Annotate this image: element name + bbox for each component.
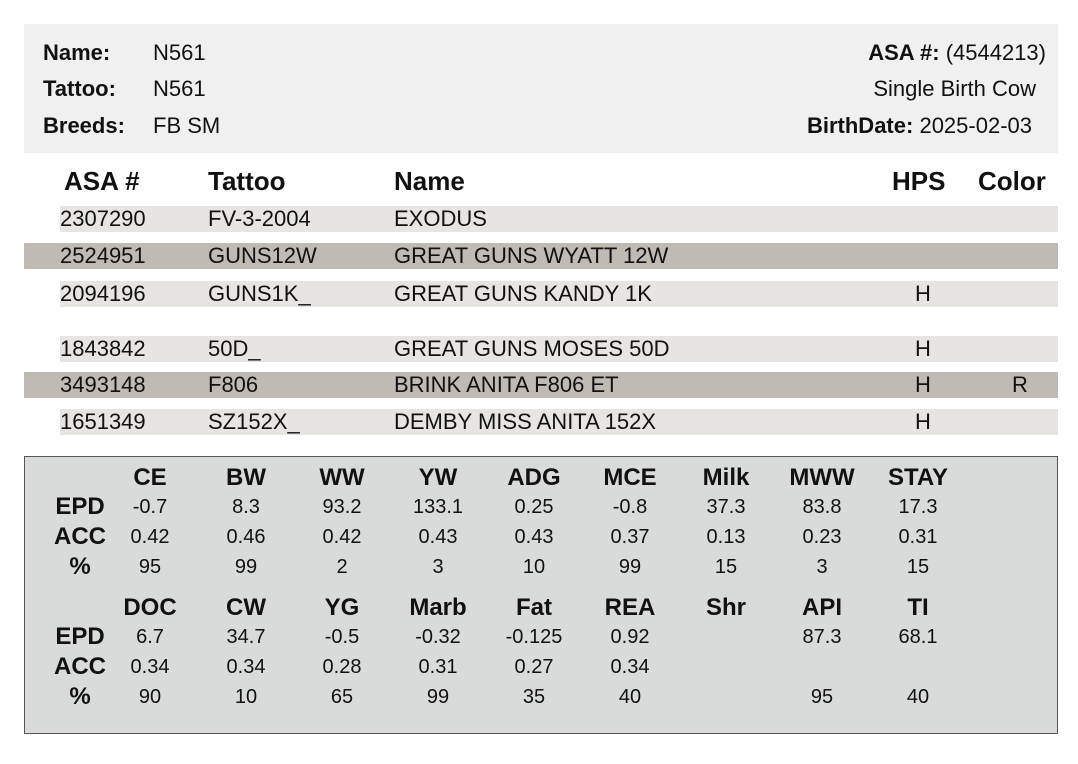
table-row bbox=[60, 336, 1058, 362]
cell-tattoo: F806 bbox=[208, 372, 259, 397]
percentile-value: 35 bbox=[522, 686, 546, 708]
acc-value: 0.27 bbox=[514, 656, 554, 678]
trait-header: API bbox=[801, 594, 842, 621]
trait-header: BW bbox=[226, 464, 266, 491]
epd-value: -0.32 bbox=[415, 626, 461, 648]
percentile-value: 15 bbox=[906, 556, 930, 578]
cell-hps: H bbox=[915, 281, 931, 306]
row-label-acc: ACC bbox=[54, 523, 106, 550]
birthdate-label: BirthDate: bbox=[806, 113, 914, 138]
cell-tattoo: GUNS1K_ bbox=[208, 281, 311, 306]
row-label-epd: EPD bbox=[55, 493, 105, 520]
acc-value: 0.37 bbox=[610, 526, 650, 548]
trait-header: YG bbox=[324, 594, 360, 621]
percentile-value: 40 bbox=[906, 686, 930, 708]
percentile-value: 99 bbox=[618, 556, 642, 578]
cell-asa: 2094196 bbox=[60, 281, 146, 306]
trait-header: Shr bbox=[705, 594, 746, 621]
epd-value: 68.1 bbox=[898, 626, 938, 648]
table-row bbox=[60, 409, 1058, 435]
percentile-value: 3 bbox=[432, 556, 444, 578]
name-row bbox=[43, 40, 206, 66]
col-color: Color bbox=[978, 166, 1046, 196]
tattoo-label: Tattoo: bbox=[43, 76, 116, 101]
breeds-row bbox=[43, 113, 221, 139]
name-label: Name: bbox=[43, 40, 111, 65]
epd-value: 6.7 bbox=[136, 626, 164, 648]
acc-value: 0.31 bbox=[418, 656, 458, 678]
row-label-percentile: % bbox=[69, 553, 91, 580]
cell-hps: H bbox=[915, 409, 931, 434]
trait-header: REA bbox=[604, 594, 656, 621]
birth-type: Single Birth Cow bbox=[873, 76, 1036, 101]
acc-value: 0.34 bbox=[610, 656, 650, 678]
acc-value: 0.34 bbox=[130, 656, 170, 678]
asa-row bbox=[868, 40, 1046, 66]
epd-panel bbox=[24, 456, 1058, 734]
cell-tattoo: SZ152X_ bbox=[208, 409, 300, 434]
cell-asa: 3493148 bbox=[60, 372, 146, 397]
breeds-value: FB SM bbox=[153, 113, 221, 138]
cell-asa: 1843842 bbox=[60, 336, 146, 361]
table-row bbox=[24, 243, 1058, 269]
epd-value: 37.3 bbox=[706, 496, 746, 518]
trait-header: DOC bbox=[123, 594, 177, 621]
acc-value: 0.46 bbox=[226, 526, 266, 548]
cell-tattoo: 50D_ bbox=[208, 336, 261, 361]
epd-value: 8.3 bbox=[232, 496, 260, 518]
birthdate-value: 2025-02-03 bbox=[919, 113, 1032, 138]
asa-value: (4544213) bbox=[945, 40, 1046, 65]
trait-header: MWW bbox=[789, 464, 855, 491]
acc-value: 0.31 bbox=[898, 526, 938, 548]
trait-header: ADG bbox=[507, 464, 561, 491]
percentile-value: 40 bbox=[618, 686, 642, 708]
table-row bbox=[60, 281, 1058, 307]
acc-value: 0.13 bbox=[706, 526, 746, 548]
acc-value: 0.43 bbox=[418, 526, 458, 548]
percentile-value: 3 bbox=[816, 556, 828, 578]
percentile-value: 99 bbox=[426, 686, 450, 708]
cell-hps: H bbox=[915, 336, 931, 361]
table-row bbox=[60, 206, 1058, 232]
cell-asa: 1651349 bbox=[60, 409, 146, 434]
cell-tattoo: GUNS12W bbox=[208, 243, 317, 268]
percentile-value: 99 bbox=[234, 556, 258, 578]
epd-value: 0.25 bbox=[514, 496, 554, 518]
trait-header: WW bbox=[319, 464, 365, 491]
cell-name: GREAT GUNS MOSES 50D bbox=[394, 336, 670, 361]
row-label-epd: EPD bbox=[55, 623, 105, 650]
cell-name: GREAT GUNS KANDY 1K bbox=[394, 281, 652, 306]
name-value: N561 bbox=[153, 40, 206, 65]
cell-name: DEMBY MISS ANITA 152X bbox=[394, 409, 657, 434]
cell-name: BRINK ANITA F806 ET bbox=[394, 372, 619, 397]
acc-value: 0.42 bbox=[130, 526, 170, 548]
percentile-value: 90 bbox=[138, 686, 162, 708]
percentile-value: 10 bbox=[522, 556, 546, 578]
percentile-value: 10 bbox=[234, 686, 258, 708]
breeds-label: Breeds: bbox=[43, 113, 125, 138]
epd-value: 133.1 bbox=[412, 496, 464, 518]
cell-tattoo: FV-3-2004 bbox=[208, 206, 311, 231]
epd-value: -0.7 bbox=[132, 496, 168, 518]
cell-hps: H bbox=[915, 372, 931, 397]
cell-name: EXODUS bbox=[394, 206, 487, 231]
percentile-value: 15 bbox=[714, 556, 738, 578]
trait-header: MCE bbox=[603, 464, 657, 491]
tattoo-row bbox=[43, 76, 206, 102]
animal-header bbox=[24, 24, 1058, 153]
col-asa: ASA # bbox=[64, 166, 140, 196]
trait-header: TI bbox=[907, 594, 929, 621]
trait-header: Fat bbox=[516, 594, 552, 621]
trait-header: Milk bbox=[702, 464, 750, 491]
trait-header: Marb bbox=[409, 594, 467, 621]
epd-value: 34.7 bbox=[226, 626, 266, 648]
col-name: Name bbox=[394, 166, 465, 196]
cell-asa: 2524951 bbox=[60, 243, 146, 268]
acc-value: 0.23 bbox=[802, 526, 842, 548]
percentile-value: 95 bbox=[810, 686, 834, 708]
birthdate-row bbox=[807, 113, 1032, 139]
epd-value: 17.3 bbox=[898, 496, 938, 518]
epd-value: 83.8 bbox=[802, 496, 842, 518]
col-hps: HPS bbox=[892, 166, 946, 196]
asa-label: ASA #: bbox=[868, 40, 940, 65]
cell-name: GREAT GUNS WYATT 12W bbox=[394, 243, 669, 268]
cell-color: R bbox=[1012, 372, 1028, 397]
epd-value: 87.3 bbox=[802, 626, 842, 648]
trait-header: STAY bbox=[887, 464, 949, 491]
epd-value: 93.2 bbox=[322, 496, 362, 518]
tattoo-value: N561 bbox=[153, 76, 206, 101]
percentile-value: 95 bbox=[138, 556, 162, 578]
col-tattoo: Tattoo bbox=[208, 166, 286, 196]
epd-value: 0.92 bbox=[610, 626, 650, 648]
epd-value: -0.5 bbox=[324, 626, 360, 648]
trait-header: YW bbox=[418, 464, 458, 491]
row-label-percentile: % bbox=[69, 683, 91, 710]
epd-value: -0.8 bbox=[612, 496, 648, 518]
acc-value: 0.42 bbox=[322, 526, 362, 548]
trait-header: CE bbox=[133, 464, 167, 491]
cell-asa: 2307290 bbox=[60, 206, 146, 231]
row-label-acc: ACC bbox=[54, 653, 106, 680]
acc-value: 0.43 bbox=[514, 526, 554, 548]
percentile-value: 2 bbox=[336, 556, 348, 578]
epd-value: -0.125 bbox=[505, 626, 563, 648]
acc-value: 0.28 bbox=[322, 656, 362, 678]
percentile-value: 65 bbox=[330, 686, 354, 708]
acc-value: 0.34 bbox=[226, 656, 266, 678]
table-row bbox=[24, 372, 1058, 398]
trait-header: CW bbox=[226, 594, 266, 621]
